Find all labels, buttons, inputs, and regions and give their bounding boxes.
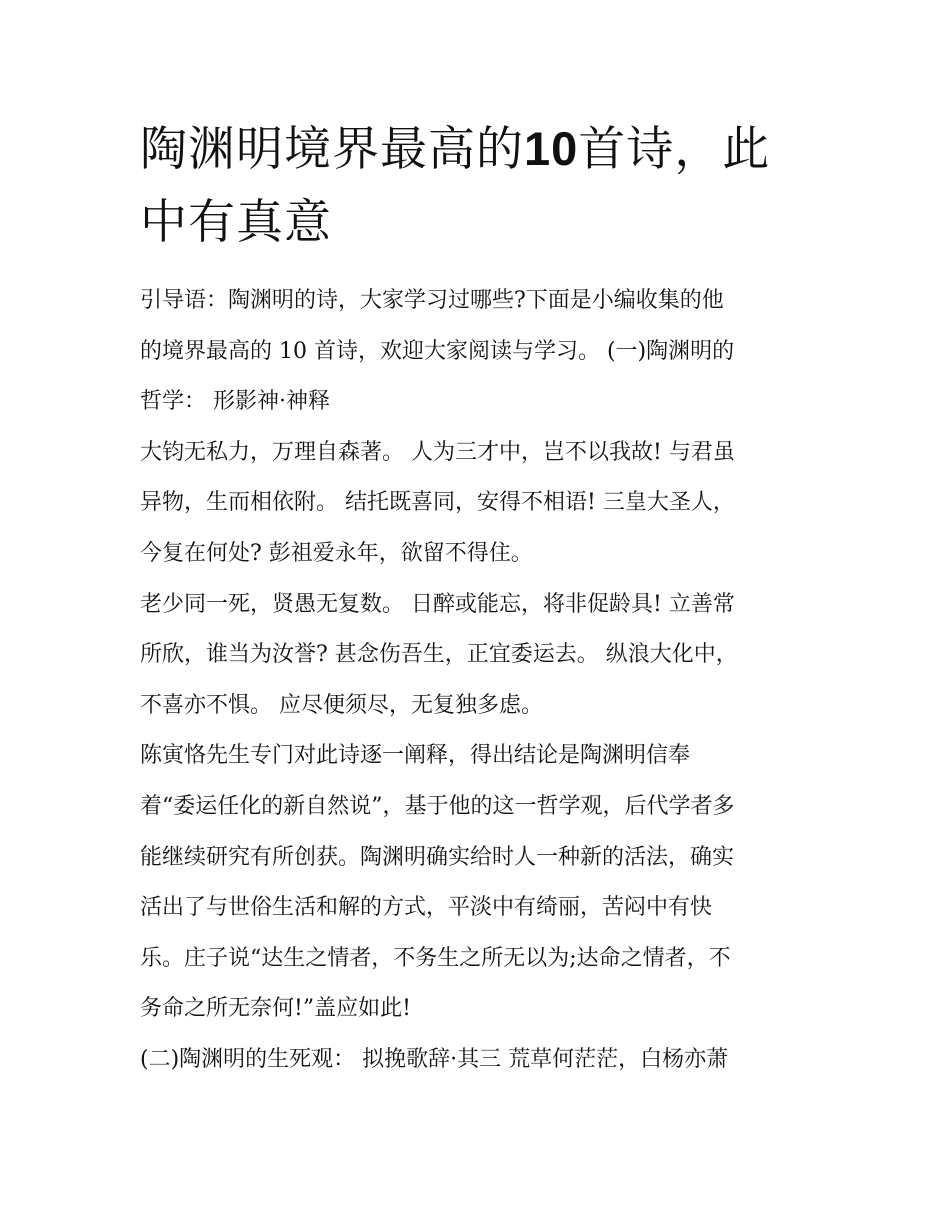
document-body — [140, 276, 820, 1086]
body-line: 引导语：陶渊明的诗，大家学习过哪些?下面是小编收集的他 — [140, 288, 724, 313]
page-title — [140, 112, 830, 259]
title-text-part2: 首诗，此 — [578, 122, 771, 177]
body-line: 异物，生而相依附。 结托既喜同，安得不相语! 三皇大圣人， — [140, 490, 735, 516]
body-line: 活出了与世俗生活和解的方式，平淡中有绮丽，苦闷中有快 — [140, 895, 713, 921]
body-line: 的境界最高的 10 首诗，欢迎大家阅读与学习。 (一)陶渊明的 — [140, 338, 735, 364]
body-line: 不喜亦不惧。 应尽便须尽，无复独多虑。 — [140, 692, 543, 718]
body-line: 所欣，谁当为汝誉? 甚念伤吾生，正宜委运去。 纵浪大化中， — [140, 642, 738, 668]
title-number: 10 — [524, 122, 579, 175]
body-line: 哲学： 形影神·神释 — [140, 389, 330, 415]
body-line: 老少同一死，贤愚无复数。 日醉或能忘，将非促龄具! 立善常 — [140, 591, 735, 617]
body-line: 陈寅恪先生专门对此诗逐一阐释，得出结论是陶渊明信奉 — [140, 743, 691, 769]
body-line: 能继续研究有所创获。陶渊明确实给时人一种新的活法，确实 — [140, 844, 735, 870]
title-text-line2: 中有真意 — [140, 195, 332, 250]
body-line: (二)陶渊明的生死观： 拟挽歌辞·其三 荒草何茫茫，白杨亦萧 — [140, 1046, 729, 1072]
title-text-part1: 陶渊明境界最高的 — [140, 122, 524, 177]
body-line: 今复在何处? 彭祖爱永年，欲留不得住。 — [140, 540, 533, 566]
body-line: 务命之所无奈何!”盖应如此! — [140, 996, 411, 1022]
body-line: 着“委运任化的新自然说”，基于他的这一哲学观，后代学者多 — [140, 793, 735, 819]
body-line: 乐。庄子说“达生之情者，不务生之所无以为;达命之情者，不 — [140, 945, 731, 971]
body-line: 大钧无私力，万理自森著。 人为三才中，岂不以我故! 与君虽 — [140, 439, 735, 465]
